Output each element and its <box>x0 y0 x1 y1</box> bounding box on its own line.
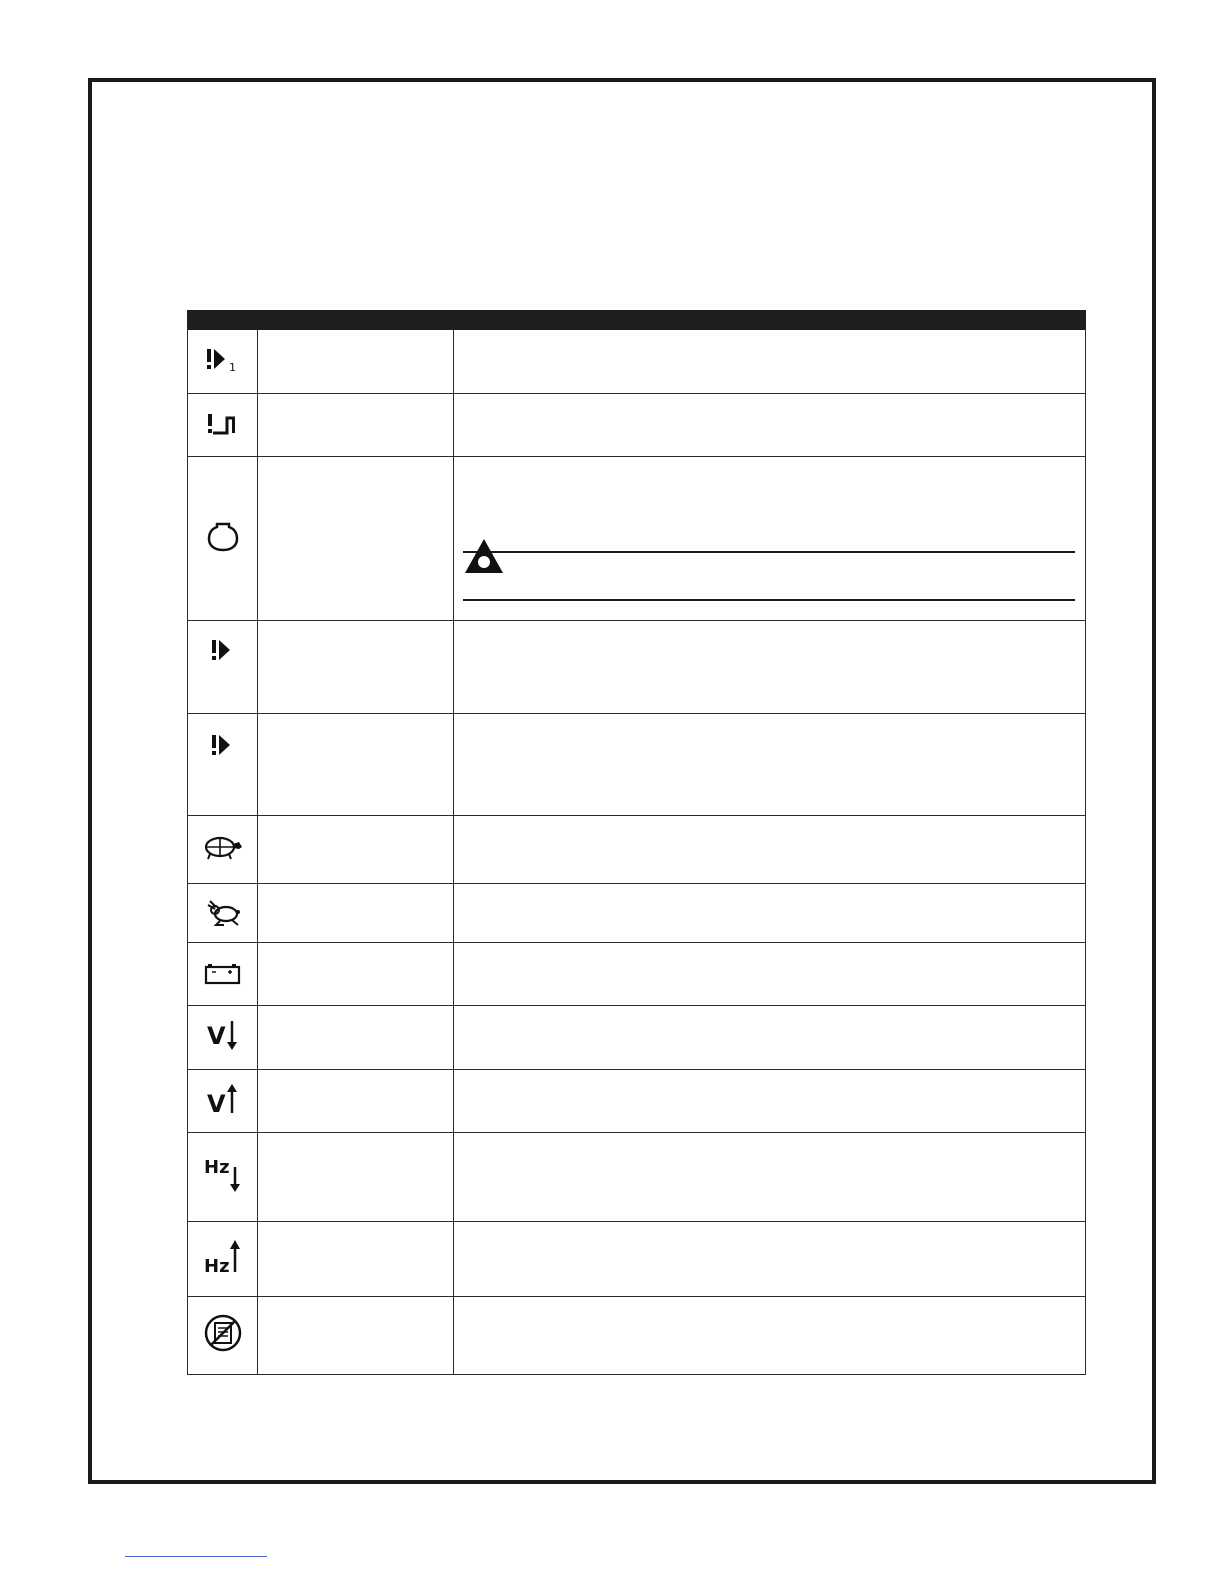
row-description <box>454 1133 1086 1222</box>
table-header-row <box>188 311 1086 330</box>
row-description <box>454 1070 1086 1133</box>
table-row <box>188 943 1086 1006</box>
battery-icon <box>203 957 243 987</box>
row-label <box>258 457 454 621</box>
table-row <box>188 1133 1086 1222</box>
row-description <box>454 621 1086 714</box>
row-label <box>258 1222 454 1297</box>
row-label <box>258 943 454 1006</box>
header-symbol <box>188 311 258 330</box>
caution-triangle-icon <box>463 537 505 582</box>
footer-link-underline[interactable] <box>125 1556 267 1557</box>
voltage-high-icon <box>203 1081 243 1117</box>
row-description <box>454 1297 1086 1375</box>
table-row <box>188 330 1086 394</box>
row-description <box>454 884 1086 943</box>
row-label <box>258 1006 454 1070</box>
row-description <box>454 816 1086 884</box>
table-row <box>188 816 1086 884</box>
svg-text:Hz: Hz <box>203 1255 230 1276</box>
no-manual-icon <box>202 1312 244 1354</box>
row-label <box>258 816 454 884</box>
header-label <box>258 311 454 330</box>
row-label <box>258 330 454 394</box>
row-description <box>454 943 1086 1006</box>
turtle-icon <box>202 832 244 862</box>
engine-icon <box>205 518 241 554</box>
table-row <box>188 714 1086 816</box>
frequency-low-icon <box>202 1155 244 1193</box>
row-description <box>454 714 1086 816</box>
svg-text:Hz: Hz <box>203 1157 230 1178</box>
table-row <box>188 884 1086 943</box>
row-label <box>258 1070 454 1133</box>
caution-block <box>463 537 1075 607</box>
row-label <box>258 621 454 714</box>
row-description <box>454 457 1085 537</box>
svg-text:V: V <box>206 1022 226 1050</box>
row-description <box>454 1222 1086 1297</box>
exclamation-pulse-icon <box>203 408 243 438</box>
header-description <box>454 311 1086 330</box>
caution-rule-bottom <box>463 599 1075 601</box>
table-row <box>188 1297 1086 1375</box>
warning-icon <box>208 637 238 665</box>
warning-icon <box>208 732 238 760</box>
table-row <box>188 1006 1086 1070</box>
voltage-low-icon <box>203 1017 243 1053</box>
row-label <box>258 1133 454 1222</box>
row-description <box>454 1006 1086 1070</box>
rabbit-icon <box>202 895 244 927</box>
row-label <box>258 714 454 816</box>
row-label <box>258 884 454 943</box>
svg-text:1: 1 <box>228 361 236 374</box>
warning-1-icon <box>203 344 243 374</box>
table-row <box>188 1070 1086 1133</box>
row-label <box>258 394 454 457</box>
row-label <box>258 1297 454 1375</box>
table-row <box>188 394 1086 457</box>
symbol-table <box>187 310 1086 1375</box>
frequency-high-icon <box>202 1238 244 1276</box>
caution-rule-top <box>463 551 1075 553</box>
table-row <box>188 457 1086 621</box>
svg-text:V: V <box>206 1089 226 1117</box>
row-description <box>454 330 1086 394</box>
table-row <box>188 621 1086 714</box>
row-description <box>454 394 1086 457</box>
table-row <box>188 1222 1086 1297</box>
